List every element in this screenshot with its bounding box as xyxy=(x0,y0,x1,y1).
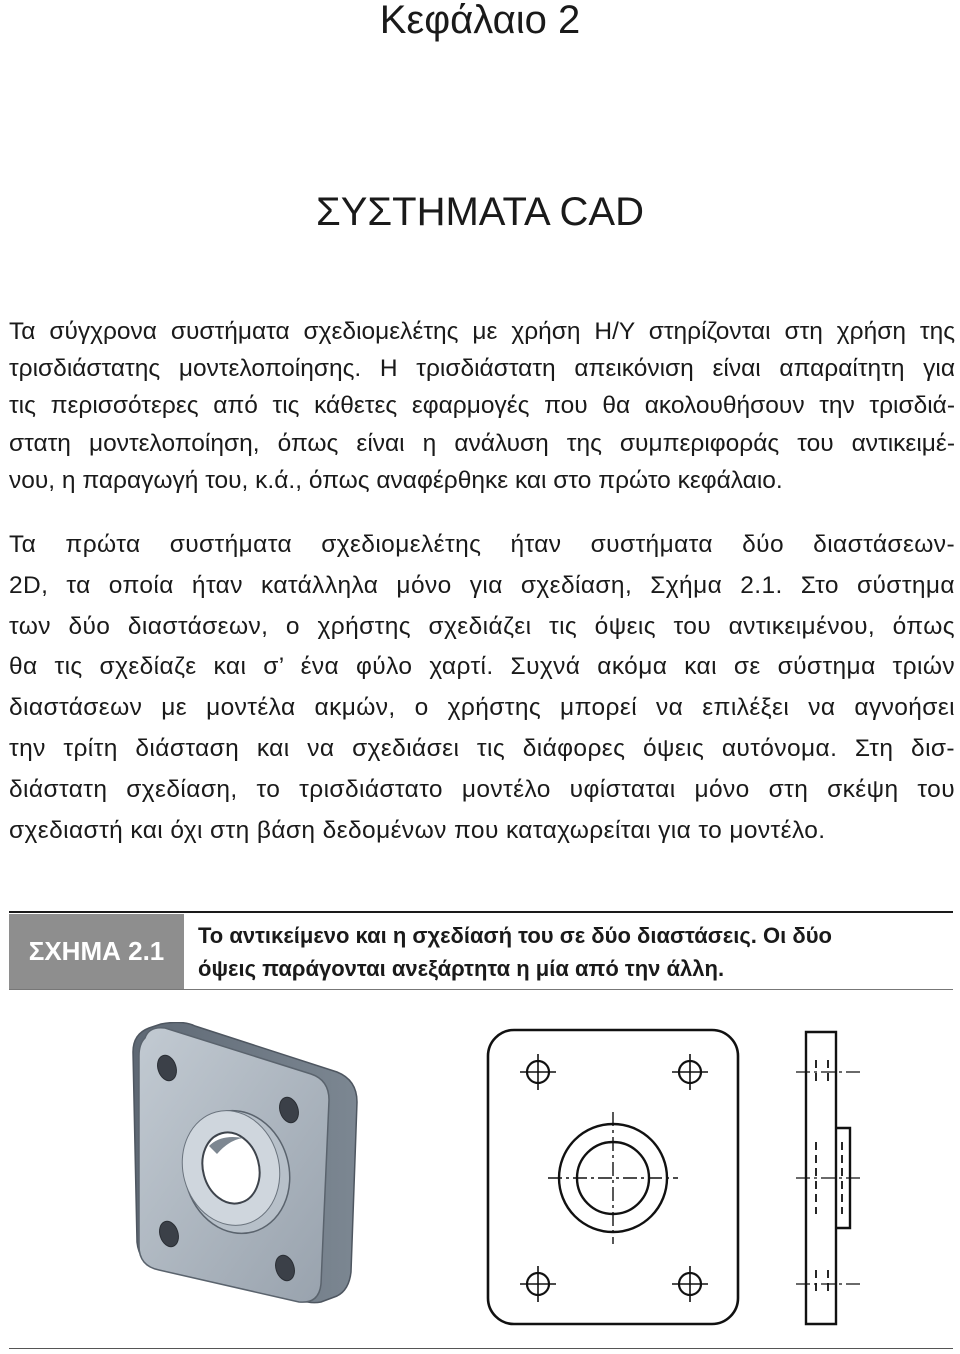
figure-caption-line: όψεις παράγονται ανεξάρτητα η μία από την άλλη. xyxy=(198,956,725,981)
paragraph-line: Τα σύγχρονα συστήματα σχεδιομελέτης με χρήση Η/Υ στηρίζονται στη χρήση της xyxy=(9,318,955,345)
paragraph-line: Τα πρώτα συστήματα σχεδιομελέτης ήταν συστήματα δύο διαστάσεων- xyxy=(9,531,955,558)
paragraph-line: διάστατη σχεδίαση, το τρισδιάστατο μοντέλο υφίσταται μόνο στη σκέψη του xyxy=(9,775,955,803)
paragraph-line: των δύο διαστάσεων, ο χρήστης σχεδιάζει τις όψεις του αντικειμένου, όπως xyxy=(9,612,955,640)
isometric-part-drawing xyxy=(125,1022,375,1334)
boss-centerlines xyxy=(548,1112,678,1244)
paragraph-line: θα τις σχεδίαζε και σ’ ένα φύλο χαρτί. Συχνά ακόμα και σε σύστημα τριών xyxy=(9,653,955,681)
paragraph-line: νου, η παραγωγή του, κ.ά., όπως αναφέρθηκε και στο πρώτο κεφάλαιο. xyxy=(9,466,783,494)
chapter-title: Κεφάλαιο 2 xyxy=(379,0,581,42)
figure-caption-text xyxy=(184,913,953,989)
paragraph-line: σχεδιαστή και όχι στη βάση δεδομένων που καταχωρείται για το μοντέλο. xyxy=(9,816,826,844)
paragraph-line: την τρίτη διάσταση και να σχεδιάσει τις διάφορες όψεις αυτόνομα. Στη δισ- xyxy=(9,734,955,762)
paragraph-intro xyxy=(9,313,955,499)
paragraph-line: διαστάσεων με μοντέλα ακμών, ο χρήστης μπορεί να επιλέξει να αγνοήσει xyxy=(9,694,955,722)
paragraph-line: στατη μοντελοποίηση, όπως είναι η ανάλυση της συμπεριφοράς του αντικειμέ- xyxy=(9,429,955,457)
figure-caption-line: Το αντικείμενο και η σχεδίασή του σε δύο διαστάσεις. Οι δύο xyxy=(198,923,832,948)
paragraph-line: τις περισσότερες από τις κάθετες εφαρμογές που θα ακολουθήσουν την τρισδιά- xyxy=(9,392,955,420)
orthographic-views-drawing xyxy=(470,1020,880,1335)
section-title: ΣΥΣΤΗΜΑΤΑ CAD xyxy=(316,190,644,234)
paragraph-2d-systems xyxy=(9,525,955,851)
figure-label: ΣΧΗΜΑ 2.1 xyxy=(9,914,184,989)
figure-caption xyxy=(9,911,953,990)
paragraph-line: τρισδιάστατης μοντελοποίησης. Η τρισδιάστατη απεικόνιση είναι απαραίτητη για xyxy=(9,355,955,383)
page-bottom-rule xyxy=(9,1348,953,1349)
paragraph-line: 2D, τα οποία ήταν κατάλληλα μόνο για σχεδίαση, Σχήμα 2.1. Στο σύστημα xyxy=(9,571,955,599)
